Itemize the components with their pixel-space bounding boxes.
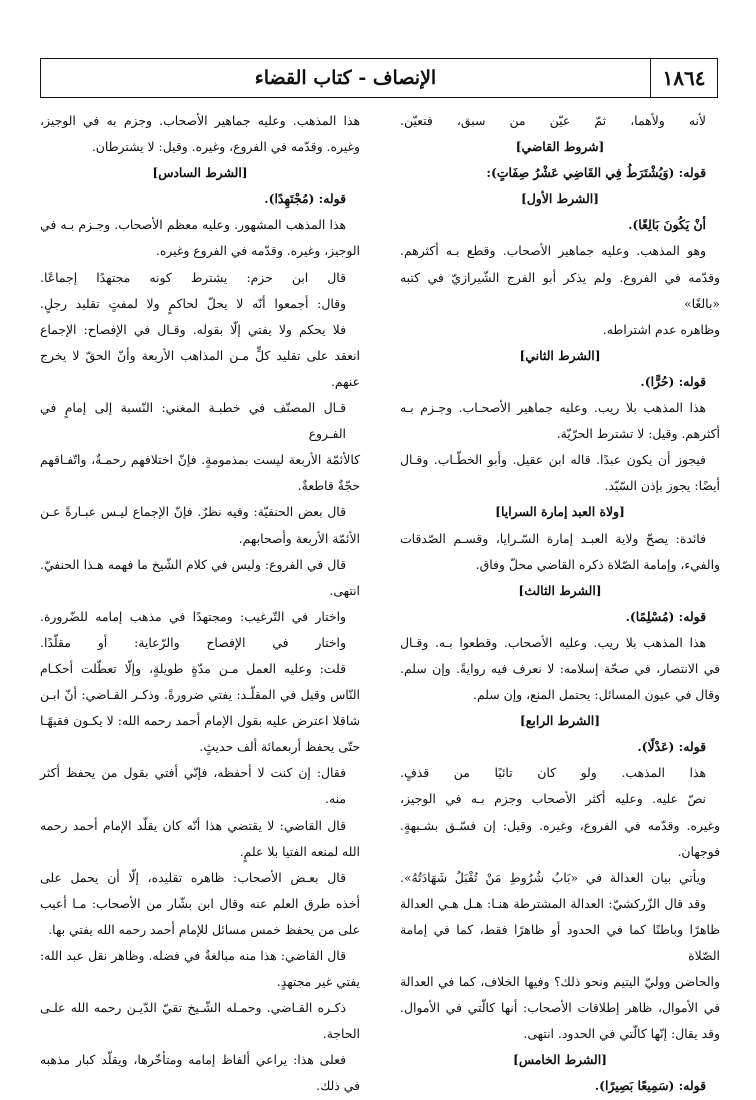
text-line: وغيره. وقدّمه في الفروع، وغيره. وقيل: إن فسّـق بشـبهةٍ. [400,817,720,833]
text-line: في ذلك. [316,1078,360,1094]
text-line: والفيء، وإمامة الصّلاة ذكره القاضي محلّ وفاق. [475,556,720,572]
text-line: فقال: إن كنت لا أحفظه، فإنّي أفتي بقول من يحفظ أكثر منه. [40,765,346,807]
section-heading: [الشرط الثالث] [518,582,602,598]
quoted-term: قوله: (حُرًّا). [640,373,706,389]
quoted-term: قوله: (مُجْتَهِدًا). [264,191,346,207]
text-line: وقدّمه في الفروع. ولم يذكر أبو الفرج الشّيرازيّ في كتبه «بالغًا» [400,269,720,311]
section-heading: [الشرط الثاني] [519,347,601,363]
section-heading: [ولاة العبد إمارة السرايا] [495,504,625,520]
text-line: أيضًا: يجوز بإذن السّيّد. [604,478,720,494]
quoted-term: قوله: (عَدْلًا). [637,739,706,755]
text-line: في الانتصار، في صحّة إسلامه: لا نعرف فيه روايةً. وإن سلم. [400,660,720,676]
text-line: هذا المذهب. ولو كان تائبًا من قذفٍ. [400,765,706,781]
text-line: قال القاضي: هذا منه مبالغةٌ في فضله. وظاهر نقل عبد الله: [40,948,346,963]
page-title: الإنصاف - كتاب القضاء [254,67,437,89]
text-line: الوجيز، وغيره. وقدّمه في الفروع وغيره. [155,243,360,259]
text-line: النّاس وقيل في المقلّـد: يفتي ضرورةً. وذكـر القـاضي: أنّ ابـن [40,687,360,703]
text-line: قـال المصنّف في خطبـة المغني: النّسبة إلى إمامٍ في الفـروع [40,400,346,442]
section-heading: [شروط القاضي] [515,139,605,155]
text-line: واختار في الإفصاح والرّعاية: أو مقلّدًا. [40,634,346,650]
text-line: فيجوز أن يكون عبدًا. قاله ابن عقيل. وأبو الخطّـاب. وقـال [400,452,706,468]
text-line: هذا المذهب. وعليه جماهير الأصحاب. وجزم به في الوجيز، [40,113,360,128]
text-line: الأئمّة الأربعة وأصحابهم. [238,530,360,546]
text-line: وغيره. وقدّمه في الفروع، وغيره. وقيل: لا يشترطان. [91,139,360,155]
text-line: فوجهان. [677,843,720,859]
text-line: والحاضن ووليّ اليتيم ونحو ذلك؟ وفيها الخلاف، كما في العدالة [400,974,720,990]
text-line: قال ابن حزم: يشترط كونه مجتهدًا إجماعًا. [40,269,346,285]
quoted-term: قوله: (مُسْلِمًا). [625,608,706,624]
text-line: قال القاضي: لا يقتضي هذا أنّه كان يقلّد الإمام أحمد رحمه [40,817,346,833]
text-line: حجّةٌ قاطعةٌ. [297,478,360,494]
text-line: حتّى يحفظ أربعمائة ألف حديثٍ. [199,739,360,755]
text-line: انعقد على تقليد كلٍّ مـن المذاهب الأربعة وأنّ الحقّ لا يخرج [40,347,360,363]
quoted-term: قوله: (سَمِيعًا بَصِيرًا). [594,1078,706,1094]
text-line: فائدة: يصحّ ولاية العبـد إمارة السّـرايا، وقسـم الصّدقات [400,530,706,546]
text-line: فلا يحكم ولا يفتي إلّا بقوله. وقـال في الإفصاح: الإجماع [40,321,346,337]
text-line: واختار في التّرغيب: ومجتهدًا في مذهب إمامه للضّرورة. [40,608,346,624]
text-line: على من يحفظ خمس مسائل للإمام أحمد رحمه الله يفتي بها. [48,921,360,937]
text-line: قال في الفروع: وليس في كلام الشّيخ ما فهمه هـذا الحنفيّ. [40,556,346,572]
section-heading: [الشرط الرابع] [519,713,601,729]
text-line: في الأموال، ظاهر إطلاقات الأصحاب: أنها كالّتي في الأموال. [400,1000,720,1016]
text-line: لأنه ولأهما، ثمّ عيّن من سبق، فتعيّن. [400,113,706,128]
text-line: انتهى. [329,582,360,598]
text-line: قال بعـض الأصحاب: ظاهره تقليده، إلّا أن يحمل على [40,869,346,885]
text-line: ذكـره القـاضي. وحمـله الشّـيخ تقيّ الدّيـن رحمه الله علـى [40,1000,346,1016]
text-line: ظاهرًا وباطنًا كما في الحدود أو ظاهرًا فقط، كما في إمامة الصّلاة [400,921,720,963]
text-line: شاقلا اعترض عليه بقول الإمام أحمد رحمه الله: لا يكـون فقيهًـا [40,713,360,729]
text-line: ويأتي بيان العدالة في «بَابُ شُرُوطِ مَنْ تُقْبَلُ شَهَادَتُهُ». [400,869,706,885]
right-column [400,108,720,1100]
text-line: أكثرهم. وقيل: لا تشترط الحرّيّة. [556,426,720,442]
text-line: وقال في عيون المسائل: يحتمل المنع، وإن سلم. [473,687,720,703]
text-line: يفتي غير مجتهدٍ. [276,974,360,990]
quoted-term: قوله: (وَيُشْتَرَطُ فِي القَاضِي عَشْرُ صِفَاتٍ): [486,165,706,181]
page-number: ١٨٦٤ [650,59,717,97]
text-line: وقد قال الزّركشيّ: العدالة المشترطة هنـا: هـل هـي العدالة [400,895,706,911]
section-heading: [الشرط الخامس] [512,1052,608,1068]
text-line: أخذه طرق العلم عنه وقال ابن بشّار من الأصحاب: مـا أعيب [40,895,360,911]
text-line: وقد يقال: إنّها كالّتي في الحدود. انتهى. [523,1026,720,1042]
page-header [40,58,718,98]
text-line: وهو المذهب. وعليه جماهير الأصحاب. وقطع بـه أكثرهم. [400,243,706,259]
section-heading: [الشرط الأول] [520,191,600,207]
text-line: نصّ عليه. وعليه أكثر الأصحاب وجزم بـه في الوجيز، [400,791,706,807]
text-line: وظاهره عدم اشتراطه. [602,321,720,337]
quoted-term: أنْ يَكُونَ بَالِغًا). [628,217,706,233]
left-column [40,108,360,1100]
text-line: عنهم. [330,373,360,389]
text-line: هذا المذهب المشهور. وعليه معظم الأصحاب. وجـزم بـه في [40,217,346,233]
text-line: الله لمنعه الفتيا بلا علمٍ. [239,843,360,859]
text-line: فعلى هذا: يراعي ألفاظ إمامه ومتأخّرها، ويقلّد كبار مذهبه [40,1052,346,1068]
text-line: وقال: أجمعوا أنّه لا يحلّ لحاكمٍ ولا لمفتٍ تقليد رجلٍ. [40,295,346,311]
section-heading: [الشرط السادس] [152,165,248,181]
text-line: هذا المذهب بلا ريب. وعليه جماهير الأصحـاب. وجـزم بـه [400,400,706,416]
text-line: قال بعض الحنفيّة: وفيه نظرٌ. فإنّ الإجماع ليـس عبـارةً عـن [40,504,346,520]
text-line: هذا المذهب بلا ريب. وعليه الأصحاب. وقطعوا بـه. وقـال [400,634,706,650]
text-line: قلت: وعليه العمل مـن مدّةٍ طويلةٍ، وإلّا تعطّلت أحكـام [40,660,346,676]
text-line: كالأئمّة الأربعة ليست بمذمومةٍ. فإنّ اختلافهم رحمـةٌ، واتّفـاقهم [40,452,360,468]
text-line: الحاجة. [322,1026,360,1042]
